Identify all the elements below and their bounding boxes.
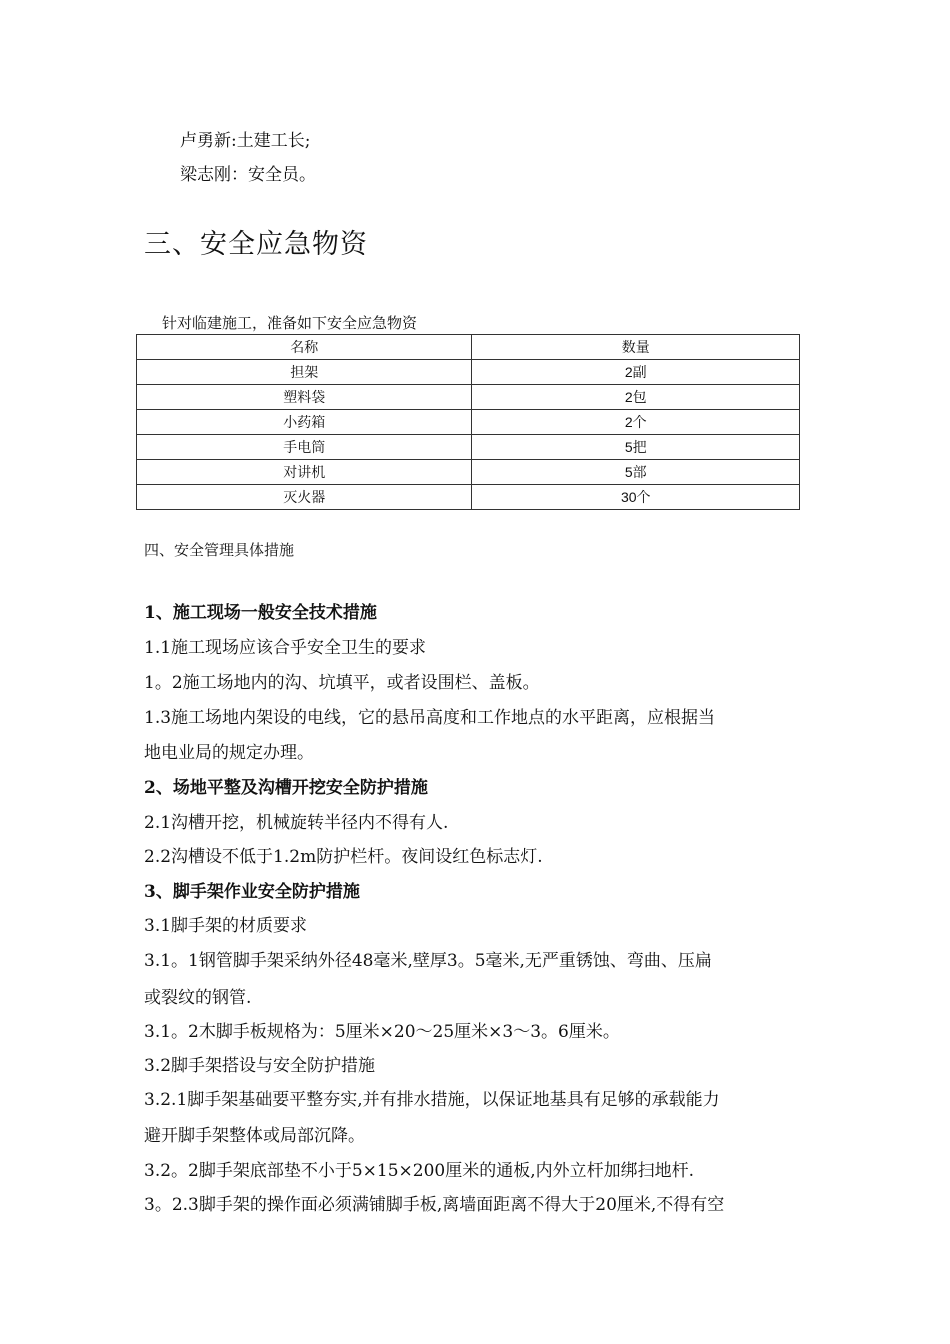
body-line: 3.2脚手架搭设与安全防护措施	[144, 1056, 376, 1076]
body-line: 地电业局的规定办理。	[144, 743, 314, 763]
subsection-heading: 1、施工现场一般安全技术措施	[144, 603, 377, 623]
materials-table-caption: 针对临建施工，准备如下安全应急物资	[162, 315, 418, 332]
body-line: 3.2。2脚手架底部垫不小于5×15×200厘米的通板,内外立杆加绑扫地杆.	[144, 1161, 695, 1181]
item-quantity: 5部	[472, 460, 800, 485]
body-line: 1.1施工现场应该合乎安全卫生的要求	[144, 638, 427, 658]
table-row	[137, 360, 800, 385]
subsection-heading: 3、脚手架作业安全防护措施	[144, 882, 360, 902]
body-line: 或裂纹的钢管.	[144, 988, 252, 1008]
body-line: 避开脚手架整体或局部沉降。	[144, 1126, 365, 1146]
table-row	[137, 410, 800, 435]
emergency-materials-table	[136, 334, 800, 510]
table-row	[137, 460, 800, 485]
subsection-heading: 2、场地平整及沟槽开挖安全防护措施	[144, 778, 428, 798]
item-name: 对讲机	[137, 460, 472, 485]
section-4-heading: 四、安全管理具体措施	[144, 542, 295, 559]
table-row	[137, 385, 800, 410]
body-line: 3.1脚手架的材质要求	[144, 916, 308, 936]
item-name: 灭火器	[137, 485, 472, 510]
section-3-heading: 三、安全应急物资	[144, 229, 368, 259]
item-name: 小药箱	[137, 410, 472, 435]
body-line: 3.1。2木脚手板规格为：5厘米×20～25厘米×3～3。6厘米。	[144, 1022, 620, 1042]
table-header-row	[137, 335, 800, 360]
body-line: 1。2施工场地内的沟、坑填平，或者设围栏、盖板。	[144, 673, 540, 693]
body-line: 3。2.3脚手架的操作面必须满铺脚手板,离墙面距离不得大于20厘米,不得有空	[144, 1195, 725, 1215]
table-row	[137, 435, 800, 460]
body-line: 3.1。1钢管脚手架采纳外径48毫米,壁厚3。5毫米,无严重锈蚀、弯曲、压扁	[144, 951, 712, 971]
item-name: 塑料袋	[137, 385, 472, 410]
body-line: 2.2沟槽设不低于1.2m防护栏杆。夜间设红色标志灯.	[144, 847, 543, 867]
item-quantity: 2个	[472, 410, 800, 435]
item-quantity: 5把	[472, 435, 800, 460]
staff-line-1: 卢勇新:土建工长;	[180, 131, 311, 151]
item-name: 担架	[137, 360, 472, 385]
body-line: 3.2.1脚手架基础要平整夯实,并有排水措施，以保证地基具有足够的承载能力	[144, 1090, 720, 1110]
item-quantity: 2包	[472, 385, 800, 410]
item-quantity: 2副	[472, 360, 800, 385]
body-line: 1.3施工场地内架设的电线，它的悬吊高度和工作地点的水平距离，应根据当	[144, 708, 716, 728]
item-quantity: 30个	[472, 485, 800, 510]
column-header-name: 名称	[137, 335, 472, 360]
item-name: 手电筒	[137, 435, 472, 460]
staff-line-2: 梁志刚：安全员。	[180, 165, 316, 185]
column-header-quantity: 数量	[472, 335, 800, 360]
body-line: 2.1沟槽开挖，机械旋转半径内不得有人.	[144, 813, 449, 833]
table-row	[137, 485, 800, 510]
